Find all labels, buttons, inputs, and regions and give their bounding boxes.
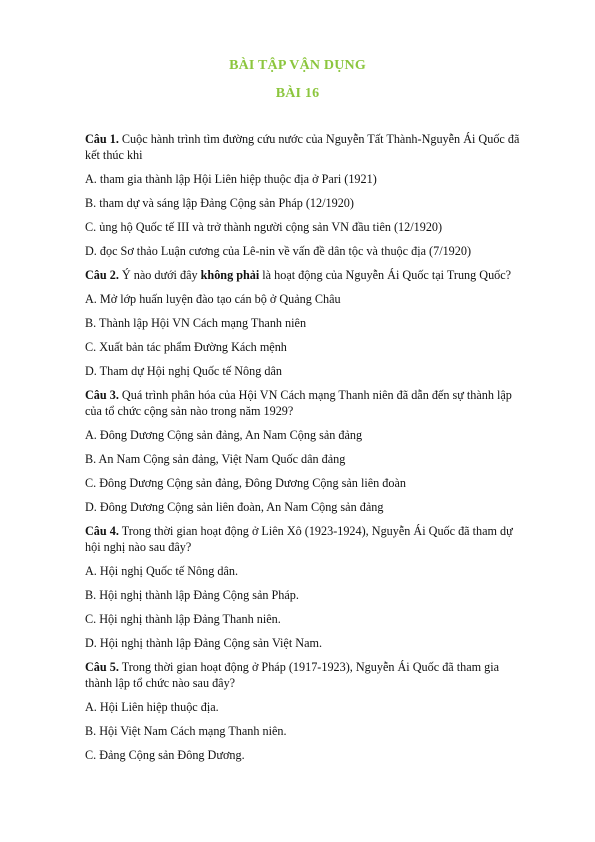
- document-body: [85, 131, 525, 771]
- option-3b: B. An Nam Cộng sản đảng, Việt Nam Quốc dân đảng: [85, 452, 346, 466]
- question-number: Câu 5.: [85, 660, 119, 674]
- option-2b: B. Thành lập Hội VN Cách mạng Thanh niên: [85, 316, 307, 330]
- question-text: Quá trình phân hóa của Hội VN Cách mạng Thanh niên đã dẫn đến sự thành lập của tổ chức cộng sản nào trong năm 1929?: [85, 388, 512, 418]
- option-1a: A. tham gia thành lập Hội Liên hiệp thuộc địa ở Pari (1921): [85, 172, 377, 186]
- question-number: Câu 3.: [85, 388, 119, 402]
- option-5b: B. Hội Việt Nam Cách mạng Thanh niên.: [85, 724, 287, 738]
- option-4b: B. Hội nghị thành lập Đảng Cộng sản Pháp.: [85, 588, 299, 602]
- option-2d: D. Tham dự Hội nghị Quốc tế Nông dân: [85, 364, 282, 378]
- question-number: Câu 2.: [85, 268, 119, 282]
- document-subtitle: BÀI 16: [275, 86, 320, 101]
- question-1: [85, 131, 525, 163]
- option-1d: D. đọc Sơ thảo Luận cương của Lê-nin về vấn đề dân tộc và thuộc địa (7/1920): [85, 244, 472, 258]
- option-4a: A. Hội nghị Quốc tế Nông dân.: [85, 564, 238, 578]
- question-2: [85, 267, 525, 283]
- option-5a: A. Hội Liên hiệp thuộc địa.: [85, 700, 219, 714]
- option-4c: C. Hội nghị thành lập Đảng Thanh niên.: [85, 612, 281, 626]
- option-3a: A. Đông Dương Cộng sản đảng, An Nam Cộng sản đảng: [85, 428, 363, 442]
- option-5c: C. Đảng Cộng sản Đông Dương.: [85, 748, 245, 762]
- question-text: Trong thời gian hoạt động ở Pháp (1917-1923), Nguyễn Ái Quốc đã tham gia thành lập tổ chức nào sau đây?: [85, 660, 500, 690]
- question-3: [85, 387, 525, 419]
- question-5: [85, 659, 525, 691]
- question-text-after: là hoạt động của Nguyễn Ái Quốc tại Trung Quốc?: [259, 268, 512, 282]
- option-2c: C. Xuất bản tác phẩm Đường Kách mệnh: [85, 340, 287, 354]
- document-title: BÀI TẬP VẬN DỤNG: [229, 58, 366, 73]
- question-number: Câu 1.: [85, 132, 119, 146]
- question-text: Cuộc hành trình tìm đường cứu nước của Nguyễn Tất Thành-Nguyễn Ái Quốc đã kết thúc khi: [85, 132, 520, 162]
- question-text-before: Ý nào dưới đây: [118, 268, 201, 282]
- option-2a: A. Mở lớp huấn luyện đào tạo cán bộ ở Quảng Châu: [85, 292, 341, 306]
- question-number: Câu 4.: [85, 524, 119, 538]
- option-1c: C. ủng hộ Quốc tế III và trở thành người cộng sản VN đầu tiên (12/1920): [85, 220, 443, 234]
- question-4: [85, 523, 525, 555]
- option-3d: D. Đông Dương Cộng sản liên đoàn, An Nam Cộng sản đảng: [85, 500, 384, 514]
- question-text-emphasis: không phải: [200, 268, 260, 282]
- option-1b: B. tham dự và sáng lập Đảng Cộng sản Pháp (12/1920): [85, 196, 354, 210]
- option-3c: C. Đông Dương Cộng sản đảng, Đông Dương Cộng sản liên đoàn: [85, 476, 406, 490]
- option-4d: D. Hội nghị thành lập Đảng Cộng sản Việt Nam.: [85, 636, 323, 650]
- question-text: Trong thời gian hoạt động ở Liên Xô (1923-1924), Nguyễn Ái Quốc đã tham dự hội nghị nào sau đây?: [85, 524, 513, 554]
